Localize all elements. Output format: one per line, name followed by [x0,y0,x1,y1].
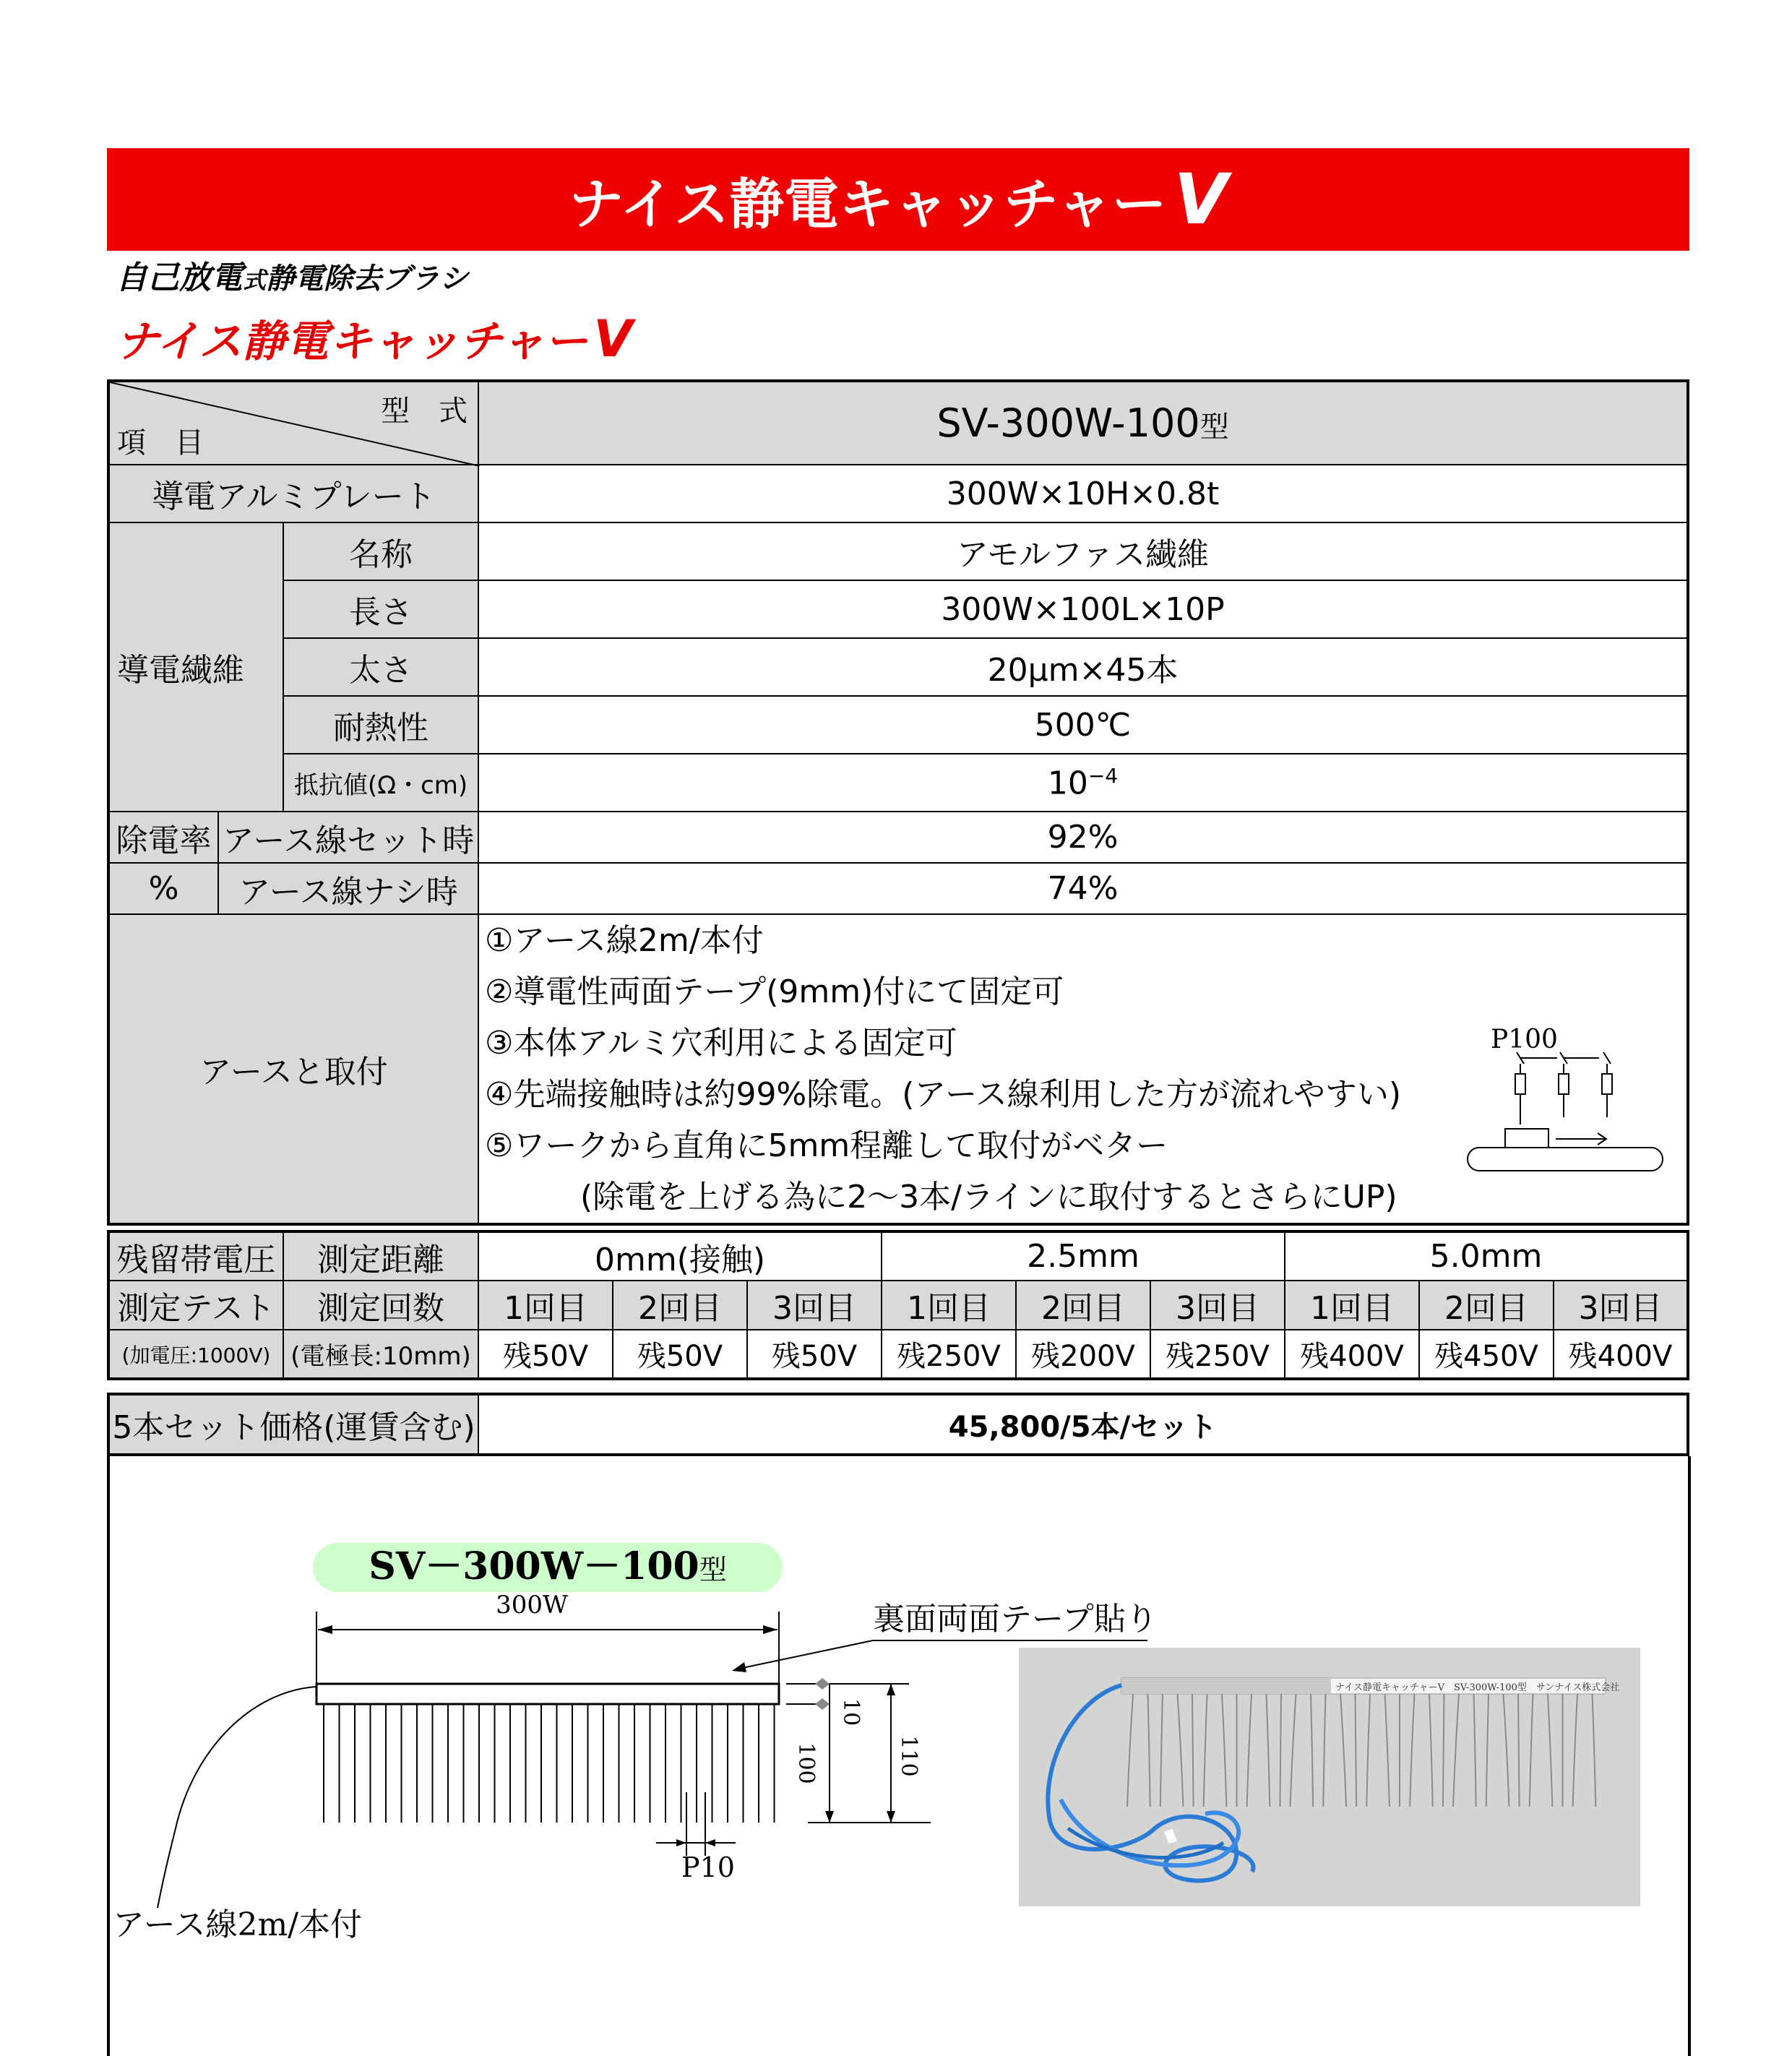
trial-header: 2回目 [613,1281,747,1330]
plate-value: 300W×10H×0.8t [478,465,1688,522]
tape-label: 裏面両面テープ貼り [873,1601,1158,1638]
distance-header: 0mm(接触) [478,1231,882,1281]
width-label: 300W [496,1591,568,1620]
banner [107,148,1689,251]
fiber-row-value: アモルファス繊維 [478,522,1688,580]
test-table [107,1230,1689,1380]
result-cell: 残250V [882,1330,1016,1379]
subtitle-rest: 静電除去ブラシ [266,262,469,296]
pitch-p10: P10 [681,1851,735,1883]
trial-header: 1回目 [1285,1281,1419,1330]
result-cell: 残50V [747,1330,882,1379]
fiber-row-label: 耐熱性 [283,696,478,754]
electrode-label: (電極長:10mm) [283,1330,478,1379]
trial-header: 1回目 [478,1281,613,1330]
result-cell: 残50V [613,1330,747,1379]
removal-row-value: 74% [478,863,1688,914]
earth-label: アースと取付 [108,914,478,1224]
earth-note: (除電を上げる為に2〜3本/ラインに取付するとさらにUP) [485,1179,1397,1216]
fiber-row-label: 名称 [283,522,478,580]
spec-table [107,379,1689,1226]
dim-10: 10 [838,1698,863,1726]
earth-note: ②導電性両面テープ(9mm)付にて固定可 [485,973,1064,1010]
fiber-row-value [478,754,1688,812]
product-title-suffix: V [593,309,633,369]
result-cell: 残450V [1419,1330,1554,1379]
banner-title-suffix: V [1173,159,1228,240]
subtitle-small: 式 [243,267,267,294]
pitch-label: P100 [1491,1025,1558,1054]
resistance-exponent: −4 [1087,763,1119,788]
removal-label-2: % [108,863,218,914]
removal-label-1: 除電率 [108,812,218,863]
earth-note: ③本体アルミ穴利用による固定可 [485,1025,957,1062]
bristles [324,1704,775,1823]
trial-header: 1回目 [882,1281,1016,1330]
subtitle-bold: 自己放電 [116,259,243,296]
header-type-label: 型 式 [381,395,468,428]
removal-row-label: アース線ナシ時 [218,863,478,914]
resistance-base: 10 [1047,765,1088,802]
removal-row-label: アース線セット時 [218,812,478,863]
removal-row-value: 92% [478,812,1688,863]
fiber-row-label: 長さ [283,580,478,638]
header-item-label: 項 目 [117,426,204,460]
result-cell: 残250V [1150,1330,1285,1379]
model-cell [478,381,1688,465]
plate-label: 導電アルミプレート [108,465,478,522]
header-diagonal-cell [108,381,478,465]
trial-header: 3回目 [747,1281,882,1330]
trial-header: 2回目 [1419,1281,1554,1330]
model-pill-name: SV－300W－100 [369,1544,699,1588]
price-label: 5本セット価格(運賃含む) [108,1394,478,1455]
distance-header: 2.5mm [882,1231,1285,1281]
dim-110: 110 [896,1735,921,1777]
earth-notes [478,914,1688,1224]
fiber-row-value: 500℃ [478,696,1688,754]
distance-label: 測定距離 [283,1231,478,1281]
test-label-1: 残留帯電圧 [108,1231,283,1281]
banner-title: ナイス静電キャッチャー [569,171,1167,236]
earth-note: ④先端接触時は約99%除電。(アース線利用した方が流れやすい) [485,1076,1402,1113]
subtitle [116,251,468,298]
dim-100: 100 [793,1742,819,1784]
result-cell: 残400V [1554,1330,1688,1379]
price-table [107,1393,1689,1456]
test-label-3: (加電圧:1000V) [108,1330,283,1379]
technical-drawing [107,1489,1689,2047]
fiber-row-label: 太さ [283,638,478,696]
aluminum-plate [316,1684,779,1704]
photo-label-text: ナイス静電キャッチャーV SV-300W-100型 サンナイス株式会社 [1335,1682,1620,1693]
fiber-row-value: 20μm×45本 [478,638,1688,696]
trial-header: 3回目 [1150,1281,1285,1330]
result-cell: 残50V [478,1330,613,1379]
fiber-label: 導電繊維 [108,522,283,812]
earth-note: ⑤ワークから直角に5mm程離して取付がベター [485,1127,1168,1164]
product-title-main: ナイス静電キャッチャー [116,317,588,367]
earth-wire [158,1687,316,1908]
product-title [116,307,633,369]
fiber-row-label: 抵抗値(Ω・cm) [283,754,478,812]
model-pill-suffix: 型 [699,1554,727,1586]
price-value: 45,800/5本/セット [478,1394,1688,1455]
earth-note: ①アース線2m/本付 [485,922,764,959]
result-cell: 残400V [1285,1330,1419,1379]
distance-header: 5.0mm [1285,1231,1688,1281]
model-name: SV-300W-100 [936,400,1200,446]
count-label: 測定回数 [283,1281,478,1330]
trial-header: 3回目 [1554,1281,1688,1330]
model-pill-text [369,1544,726,1588]
result-cell: 残200V [1016,1330,1150,1379]
fiber-row-value: 300W×100L×10P [478,580,1688,638]
earth-wire-label: アース線2m/本付 [113,1906,363,1943]
trial-header: 2回目 [1016,1281,1150,1330]
test-label-2: 測定テスト [108,1281,283,1330]
model-suffix: 型 [1199,410,1229,444]
pitch-diagram [1462,1023,1679,1190]
product-photo [1019,1648,1640,1906]
